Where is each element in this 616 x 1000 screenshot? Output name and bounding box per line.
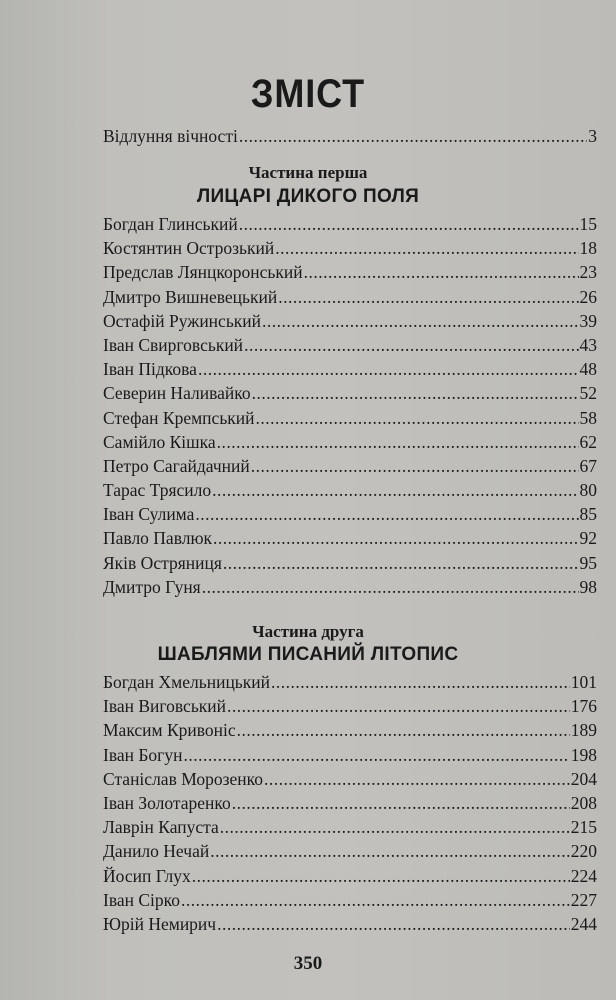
dot-leader — [239, 124, 587, 148]
toc-entry — [103, 357, 597, 381]
entry-name: Іван Богун — [103, 744, 183, 765]
entry-name: Іван Підкова — [103, 359, 197, 380]
entry-name: Остафій Ружинський — [103, 310, 262, 331]
entry-page: 18 — [579, 238, 597, 259]
dot-leader — [271, 670, 570, 694]
toc-entry — [103, 381, 597, 405]
entry-name: Петро Сагайдачний — [103, 455, 250, 476]
entry-page: 244 — [570, 913, 597, 934]
entry-page: 39 — [579, 310, 597, 331]
entry-page: 208 — [570, 792, 597, 813]
toc-entry — [103, 236, 597, 260]
entry-name: Іван Виговський — [103, 696, 227, 717]
entry-page: 227 — [570, 889, 597, 910]
toc-entry — [103, 212, 597, 236]
entry-name: Данило Нечай — [103, 841, 210, 862]
dot-leader — [210, 839, 570, 863]
entry-name: Предслав Лянцкоронський — [103, 262, 303, 283]
toc-entry — [103, 888, 597, 912]
toc-entry — [103, 478, 597, 502]
dot-leader — [202, 575, 579, 599]
dot-leader — [227, 694, 570, 718]
part1-entries — [103, 212, 597, 599]
dot-leader — [217, 912, 570, 936]
entry-name: Яків Остряниця — [103, 552, 222, 573]
part2-title: ШАБЛЯМИ ПИСАНИЙ ЛІТОПИС — [157, 644, 459, 665]
entry-page: 15 — [579, 214, 597, 234]
part1-label: Частина перша — [248, 163, 368, 182]
toc-entry — [103, 502, 597, 526]
entry-page: 176 — [570, 696, 597, 717]
dot-leader — [192, 864, 570, 888]
dot-leader — [252, 381, 579, 405]
entry-name: Дмитро Гуня — [103, 576, 201, 597]
toc-entry — [103, 743, 597, 767]
dot-leader — [223, 551, 579, 575]
entry-name: Тарас Трясило — [103, 480, 212, 501]
entry-name: Іван Золотаренко — [103, 792, 231, 813]
entry-page: 52 — [579, 383, 597, 404]
toc-entry — [103, 526, 597, 550]
dot-leader — [251, 454, 579, 478]
entry-name: Павло Павлюк — [103, 528, 213, 549]
entry-page: 48 — [579, 359, 597, 380]
entry-page: 58 — [579, 407, 597, 428]
entry-name: Іван Сірко — [103, 889, 181, 910]
dot-leader — [239, 212, 579, 236]
dot-leader — [181, 888, 570, 912]
entry-name: Максим Кривоніс — [103, 720, 236, 741]
dot-leader — [275, 236, 578, 260]
entry-page: 220 — [570, 841, 597, 862]
entry-page: 67 — [579, 455, 597, 476]
toc-entry — [103, 551, 597, 575]
toc-entry — [103, 839, 597, 863]
entry-name: Дмитро Вишневецький — [103, 286, 278, 307]
toc-entry — [103, 309, 597, 333]
dot-leader — [262, 309, 578, 333]
entry-page: 26 — [579, 286, 597, 307]
entry-name: Богдан Хмельницький — [103, 672, 271, 692]
entry-name: Стефан Кремпський — [103, 407, 255, 428]
toc-entry — [103, 575, 597, 599]
dot-leader — [183, 743, 569, 767]
entry-name: Лаврін Капуста — [103, 817, 219, 838]
part2-entries — [103, 670, 597, 936]
dot-leader — [212, 478, 578, 502]
entry-page: 85 — [579, 504, 597, 525]
dot-leader — [217, 430, 579, 454]
entry-name: Юрій Немирич — [103, 913, 217, 934]
dot-leader — [256, 406, 579, 430]
entry-page: 189 — [570, 720, 597, 741]
toc-entry — [103, 767, 597, 791]
part1-title: ЛИЦАРІ ДИКОГО ПОЛЯ — [196, 186, 420, 207]
toc-entry — [103, 260, 597, 284]
entry-page: 80 — [579, 480, 597, 501]
dot-leader — [278, 285, 578, 309]
dot-leader — [198, 357, 579, 381]
entry-name: Іван Сулима — [103, 504, 195, 525]
toc-entry — [103, 694, 597, 718]
entry-page: 23 — [579, 262, 597, 283]
dot-leader — [237, 718, 570, 742]
dot-leader — [213, 526, 578, 550]
entry-name: Самійло Кішка — [103, 431, 216, 452]
entry-name: Іван Свирговський — [103, 334, 244, 355]
entry-page: 98 — [579, 576, 597, 597]
toc-entry — [103, 406, 597, 430]
intro-section — [103, 124, 597, 148]
entry-page: 204 — [570, 768, 597, 789]
dot-leader — [195, 502, 578, 526]
toc-entry — [103, 791, 597, 815]
entry-name: Відлуння вічності — [103, 126, 238, 146]
dot-leader — [220, 815, 570, 839]
toc-entry — [103, 430, 597, 454]
page-number: 350 — [293, 953, 323, 974]
entry-page: 95 — [579, 552, 597, 573]
entry-page: 101 — [570, 672, 597, 692]
entry-name: Йосип Глух — [103, 865, 191, 886]
dot-leader — [232, 791, 570, 815]
toc-entry — [103, 670, 597, 694]
entry-name: Костянтин Острозький — [103, 238, 275, 259]
entry-name: Станіслав Морозенко — [103, 768, 263, 789]
part2-label: Частина друга — [252, 622, 364, 641]
toc-entry — [103, 864, 597, 888]
toc-entry — [103, 912, 597, 936]
toc-entry — [103, 285, 597, 309]
entry-page: 198 — [570, 744, 597, 765]
entry-name: Северин Наливайко — [103, 383, 251, 404]
entry-page: 62 — [579, 431, 597, 452]
toc-entry — [103, 124, 597, 148]
entry-page: 3 — [588, 126, 597, 146]
entry-page: 215 — [570, 817, 597, 838]
entry-page: 224 — [570, 865, 597, 886]
entry-name: Богдан Глинський — [103, 214, 238, 234]
toc-entry — [103, 815, 597, 839]
contents-title: ЗМІСТ — [250, 72, 366, 116]
dot-leader — [244, 333, 578, 357]
toc-entry — [103, 454, 597, 478]
entry-page: 92 — [579, 528, 597, 549]
toc-entry — [103, 333, 597, 357]
entry-page: 43 — [579, 334, 597, 355]
dot-leader — [304, 260, 579, 284]
dot-leader — [264, 767, 570, 791]
toc-entry — [103, 718, 597, 742]
